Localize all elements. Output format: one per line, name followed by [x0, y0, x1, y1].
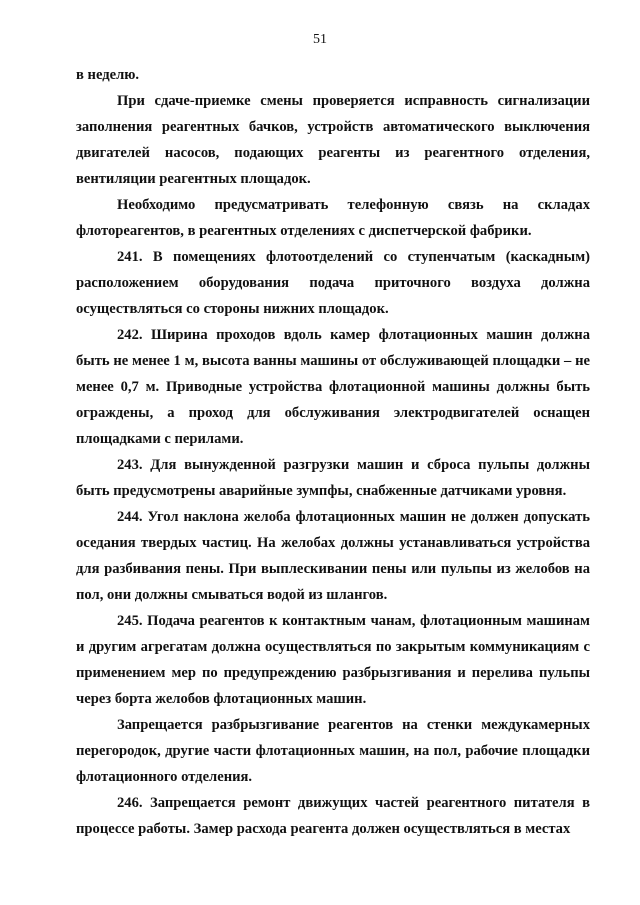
paragraph-244: 244. Угол наклона желоба флотационных машин не должен допускать оседания твердых частиц. На желобах должны устанавливаться устройства для разбивания пены. При выплескивании пены или пульпы из желобов на пол, они должны смываться водой из шлангов. — [76, 509, 590, 603]
paragraph-241: 241. В помещениях флотоотделений со ступенчатым (каскадным) расположением оборудования подача приточного воздуха должна осуществляться со стороны нижних площадок. — [76, 249, 590, 317]
paragraph-telephone-link: Необходимо предусматривать телефонную связь на складах флотореагентов, в реагентных отделениях с диспетчерской фабрики. — [76, 197, 590, 239]
paragraph-spraying-prohibited: Запрещается разбрызгивание реагентов на стенки междукамерных перегородок, другие части флотационных машин, на пол, рабочие площадки флотационного отделения. — [76, 717, 590, 785]
paragraph-246: 246. Запрещается ремонт движущих частей реагентного питателя в процессе работы. Замер расхода реагента должен осуществляться в местах — [76, 795, 590, 837]
paragraph-243: 243. Для вынужденной разгрузки машин и сброса пульпы должны быть предусмотрены аварийные зумпфы, снабженные датчиками уровня. — [76, 457, 590, 499]
paragraph-continuation: в неделю. — [76, 67, 140, 83]
paragraph-shift-handover-check: При сдаче-приемке смены проверяется исправность сигнализации заполнения реагентных бачков, устройств автоматического выключения двигателей насосов, подающих реагенты из реагентного отделения, вентиляции реагентных площадок. — [76, 93, 590, 187]
document-body — [76, 62, 590, 842]
paragraph-242: 242. Ширина проходов вдоль камер флотационных машин должна быть не менее 1 м, высота ванны машины от обслуживающей площадки – не менее 0,7 м. Приводные устройства флотационной машины должны быть ограждены, а проход для обслуживания электродвигателей оснащен площадками с перилами. — [76, 327, 590, 447]
paragraph-245: 245. Подача реагентов к контактным чанам, флотационным машинам и другим агрегатам должна осуществляться по закрытым коммуникациям с применением мер по предупреждению разбрызгивания и перелива пульпы через борта желобов флотационных машин. — [76, 613, 590, 707]
page-number: 51 — [313, 32, 327, 47]
